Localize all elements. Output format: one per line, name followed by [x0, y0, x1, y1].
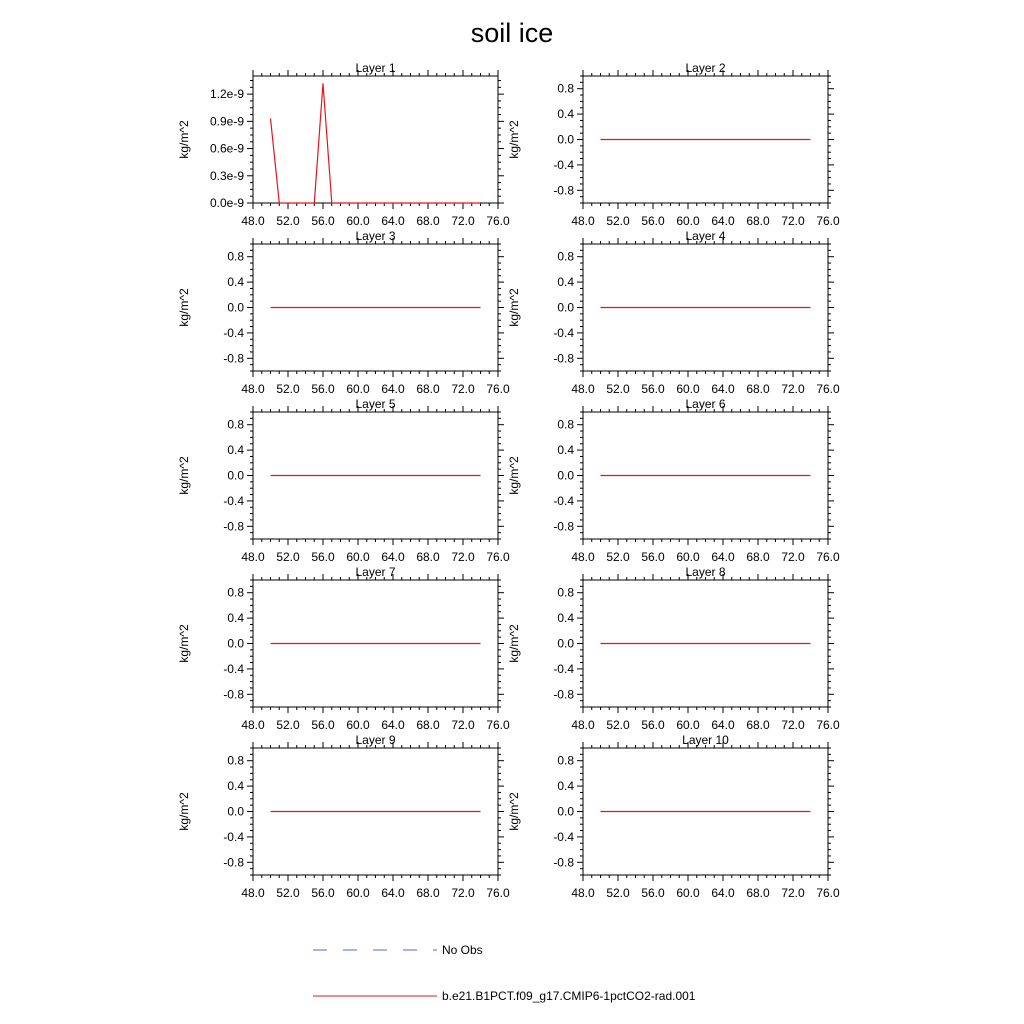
y-tick-label: -0.4 — [223, 661, 244, 676]
y-tick-label: -0.8 — [223, 351, 244, 366]
x-tick-label: 56.0 — [311, 886, 335, 900]
y-tick-label: -0.8 — [223, 519, 244, 534]
y-axis-label: kg/m^2 — [177, 456, 191, 495]
y-tick-label: 0.8 — [557, 753, 574, 768]
y-tick-label: -0.8 — [553, 183, 574, 198]
plot-frame — [253, 76, 498, 203]
y-tick-label: 0.8 — [557, 249, 574, 264]
panel-title: Layer 2 — [685, 61, 726, 75]
panel-title: Layer 8 — [685, 565, 726, 579]
panel-grid — [177, 61, 840, 900]
x-tick-label: 60.0 — [346, 214, 370, 228]
x-tick-label: 56.0 — [641, 214, 665, 228]
y-tick-label: -0.8 — [553, 519, 574, 534]
panel-title: Layer 7 — [355, 565, 396, 579]
y-axis-label: kg/m^2 — [507, 624, 521, 663]
legend-label-obs: No Obs — [442, 943, 483, 957]
series-line-model — [271, 83, 481, 203]
x-tick-label: 48.0 — [571, 718, 595, 732]
x-tick-label: 48.0 — [241, 886, 265, 900]
panel-layer-9 — [177, 733, 510, 900]
panel-layer-8 — [507, 565, 840, 732]
x-tick-label: 60.0 — [676, 886, 700, 900]
x-tick-label: 60.0 — [346, 550, 370, 564]
x-tick-label: 52.0 — [606, 550, 630, 564]
x-tick-label: 48.0 — [241, 382, 265, 396]
y-tick-label: 0.4 — [227, 275, 244, 290]
y-tick-label: 0.8 — [227, 585, 244, 600]
x-tick-label: 52.0 — [276, 718, 300, 732]
y-axis-label: kg/m^2 — [507, 792, 521, 831]
y-axis-label: kg/m^2 — [177, 624, 191, 663]
panel-layer-10 — [507, 733, 840, 900]
y-tick-label: 0.4 — [227, 779, 244, 794]
x-tick-label: 72.0 — [781, 382, 805, 396]
x-tick-label: 64.0 — [711, 382, 735, 396]
y-tick-label: -0.4 — [223, 325, 244, 340]
y-tick-label: 0.9e-9 — [209, 114, 244, 129]
x-tick-label: 76.0 — [486, 886, 510, 900]
x-tick-label: 72.0 — [451, 718, 475, 732]
x-tick-label: 56.0 — [311, 214, 335, 228]
x-tick-label: 48.0 — [571, 382, 595, 396]
x-tick-label: 68.0 — [416, 718, 440, 732]
x-tick-label: 56.0 — [311, 718, 335, 732]
y-tick-label: -0.8 — [223, 687, 244, 702]
y-tick-label: 0.8 — [227, 249, 244, 264]
x-tick-label: 48.0 — [241, 718, 265, 732]
x-tick-label: 64.0 — [381, 382, 405, 396]
x-tick-label: 64.0 — [711, 214, 735, 228]
panel-layer-7 — [177, 565, 510, 732]
y-axis-label: kg/m^2 — [507, 456, 521, 495]
y-tick-label: 0.8 — [557, 417, 574, 432]
y-tick-label: 0.0 — [557, 300, 574, 315]
x-tick-label: 72.0 — [451, 214, 475, 228]
y-tick-label: 0.8 — [227, 753, 244, 768]
x-tick-label: 68.0 — [746, 214, 770, 228]
y-tick-label: 0.0 — [557, 636, 574, 651]
y-tick-label: -0.8 — [223, 855, 244, 870]
x-tick-label: 52.0 — [276, 886, 300, 900]
y-tick-label: -0.8 — [553, 855, 574, 870]
y-tick-label: -0.4 — [553, 157, 574, 172]
x-tick-label: 72.0 — [451, 886, 475, 900]
panel-layer-6 — [507, 397, 840, 564]
y-tick-label: 0.4 — [557, 779, 574, 794]
x-tick-label: 56.0 — [311, 382, 335, 396]
x-tick-label: 72.0 — [781, 886, 805, 900]
x-tick-label: 52.0 — [606, 214, 630, 228]
y-tick-label: 0.8 — [557, 81, 574, 96]
y-tick-label: 0.4 — [557, 611, 574, 626]
x-tick-label: 68.0 — [416, 214, 440, 228]
x-tick-label: 64.0 — [711, 886, 735, 900]
panel-title: Layer 6 — [685, 397, 726, 411]
y-tick-label: 0.3e-9 — [209, 168, 244, 183]
y-tick-label: -0.4 — [553, 829, 574, 844]
x-tick-label: 64.0 — [711, 550, 735, 564]
x-tick-label: 60.0 — [346, 886, 370, 900]
panel-title: Layer 5 — [355, 397, 396, 411]
y-axis-label: kg/m^2 — [177, 120, 191, 159]
x-tick-label: 56.0 — [311, 550, 335, 564]
x-tick-label: 60.0 — [676, 382, 700, 396]
x-tick-label: 64.0 — [381, 550, 405, 564]
y-tick-label: 0.0 — [557, 132, 574, 147]
x-tick-label: 56.0 — [641, 718, 665, 732]
figure-title: soil ice — [470, 18, 554, 48]
x-tick-label: 56.0 — [641, 886, 665, 900]
x-tick-label: 52.0 — [606, 886, 630, 900]
legend — [313, 943, 696, 1003]
x-tick-label: 48.0 — [571, 886, 595, 900]
y-tick-label: 0.4 — [227, 443, 244, 458]
x-tick-label: 64.0 — [381, 214, 405, 228]
x-tick-label: 68.0 — [746, 886, 770, 900]
x-tick-label: 76.0 — [816, 886, 840, 900]
x-tick-label: 52.0 — [276, 214, 300, 228]
x-tick-label: 48.0 — [571, 550, 595, 564]
y-tick-label: 0.4 — [557, 443, 574, 458]
x-tick-label: 68.0 — [746, 382, 770, 396]
x-tick-label: 48.0 — [571, 214, 595, 228]
y-tick-label: 0.4 — [557, 107, 574, 122]
x-tick-label: 68.0 — [416, 550, 440, 564]
x-tick-label: 68.0 — [416, 886, 440, 900]
x-tick-label: 48.0 — [241, 214, 265, 228]
y-tick-label: 0.0 — [557, 468, 574, 483]
x-tick-label: 64.0 — [711, 718, 735, 732]
panel-title: Layer 3 — [355, 229, 396, 243]
y-tick-label: -0.4 — [223, 829, 244, 844]
x-tick-label: 72.0 — [781, 550, 805, 564]
y-axis-label: kg/m^2 — [177, 288, 191, 327]
y-tick-label: 1.2e-9 — [209, 87, 244, 102]
y-tick-label: 0.0 — [557, 804, 574, 819]
x-tick-label: 68.0 — [416, 382, 440, 396]
panel-title: Layer 4 — [685, 229, 726, 243]
panel-layer-5 — [177, 397, 510, 564]
y-axis-label: kg/m^2 — [507, 120, 521, 159]
x-tick-label: 76.0 — [486, 382, 510, 396]
x-tick-label: 52.0 — [606, 718, 630, 732]
y-tick-label: -0.4 — [553, 661, 574, 676]
x-tick-label: 76.0 — [816, 550, 840, 564]
x-tick-label: 52.0 — [276, 382, 300, 396]
x-tick-label: 60.0 — [676, 214, 700, 228]
y-tick-label: 0.0 — [227, 804, 244, 819]
x-tick-label: 76.0 — [486, 214, 510, 228]
panel-title: Layer 1 — [355, 61, 396, 75]
panel-title: Layer 10 — [682, 733, 729, 747]
y-tick-label: 0.0 — [227, 300, 244, 315]
panel-layer-1 — [177, 61, 510, 228]
y-tick-label: -0.4 — [553, 493, 574, 508]
x-tick-label: 64.0 — [381, 718, 405, 732]
panel-title: Layer 9 — [355, 733, 396, 747]
x-tick-label: 60.0 — [676, 718, 700, 732]
y-axis-label: kg/m^2 — [177, 792, 191, 831]
panel-layer-3 — [177, 229, 510, 396]
panel-layer-4 — [507, 229, 840, 396]
x-tick-label: 72.0 — [451, 382, 475, 396]
x-tick-label: 52.0 — [276, 550, 300, 564]
x-tick-label: 76.0 — [486, 718, 510, 732]
y-tick-label: 0.4 — [557, 275, 574, 290]
legend-label-model: b.e21.B1PCT.f09_g17.CMIP6-1pctCO2-rad.001 — [442, 989, 696, 1003]
x-tick-label: 64.0 — [381, 886, 405, 900]
x-tick-label: 76.0 — [816, 214, 840, 228]
panel-layer-2 — [507, 61, 840, 228]
x-tick-label: 76.0 — [816, 718, 840, 732]
x-tick-label: 72.0 — [781, 214, 805, 228]
x-tick-label: 76.0 — [816, 382, 840, 396]
y-tick-label: -0.8 — [553, 687, 574, 702]
y-axis-label: kg/m^2 — [507, 288, 521, 327]
y-tick-label: 0.0 — [227, 636, 244, 651]
x-tick-label: 60.0 — [676, 550, 700, 564]
y-tick-label: 0.0 — [227, 468, 244, 483]
y-tick-label: 0.4 — [227, 611, 244, 626]
y-tick-label: -0.8 — [553, 351, 574, 366]
x-tick-label: 72.0 — [781, 718, 805, 732]
y-tick-label: 0.8 — [227, 417, 244, 432]
x-tick-label: 68.0 — [746, 550, 770, 564]
x-tick-label: 52.0 — [606, 382, 630, 396]
x-tick-label: 56.0 — [641, 550, 665, 564]
y-tick-label: -0.4 — [223, 493, 244, 508]
x-tick-label: 56.0 — [641, 382, 665, 396]
x-tick-label: 76.0 — [486, 550, 510, 564]
x-tick-label: 48.0 — [241, 550, 265, 564]
x-tick-label: 72.0 — [451, 550, 475, 564]
x-tick-label: 68.0 — [746, 718, 770, 732]
x-tick-label: 60.0 — [346, 382, 370, 396]
y-tick-label: 0.6e-9 — [209, 141, 244, 156]
y-tick-label: 0.8 — [557, 585, 574, 600]
y-tick-label: -0.4 — [553, 325, 574, 340]
y-tick-label: 0.0e-9 — [209, 196, 244, 210]
x-tick-label: 60.0 — [346, 718, 370, 732]
